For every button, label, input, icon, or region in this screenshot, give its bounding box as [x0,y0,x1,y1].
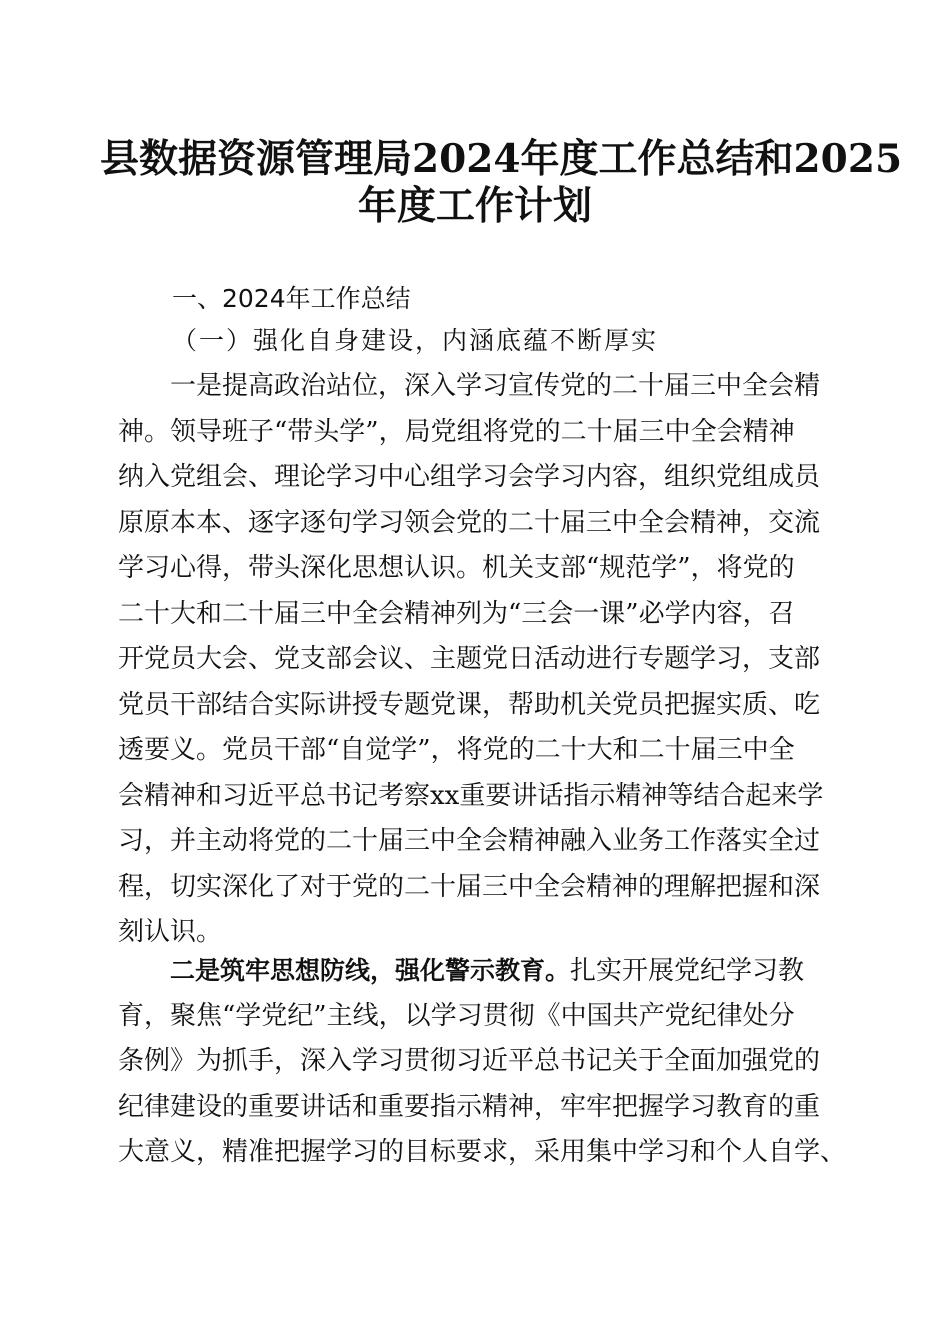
paragraph-line: 会精神和习近平总书记考察xx重要讲话指示精神等结合起来学 [118,780,824,811]
title-line-2: 年度工作计划 [357,183,592,229]
section-heading: 一、2024年工作总结 [172,284,411,313]
paragraph-line: 纳入党组会、理论学习中心组学习会学习内容，组织党组成员 [118,462,821,492]
paragraph-line: 党员干部结合实际讲授专题党课，帮助机关党员把握实质、吃 [118,689,821,720]
paragraph-1-line-1 [118,364,838,410]
paragraph-line: 学习心得，带头深化思想认识。机关支部“规范学”，将党的 [118,553,795,583]
paragraph-1 [118,364,838,956]
paragraph-2-lead: 二是筑牢思想防线，强化警示教育。 [170,956,571,985]
paragraph-line: 纪律建设的重要讲话和重要指示精神，牢牢把握学习教育的重 [118,1091,821,1122]
paragraph-line: 条例》为抓手，深入学习贯彻习近平总书记关于全面加强党的 [118,1046,821,1076]
paragraph-line: 程，切实深化了对于党的二十届三中全会精神的理解把握和深 [118,871,821,902]
paragraph-line: 二十大和二十届三中全会精神列为“三会一课”必学内容，召 [118,598,795,629]
document-title [100,136,903,230]
paragraph-2-first-rest: 扎实开展党纪学习教 [570,956,805,986]
paragraph-1-lead: 一是提高政治站位，深入学习宣传党的二十届三中全会精 [170,371,821,401]
title-line-1: 县数据资源管理局2024年度工作总结和2025 [100,136,903,182]
paragraph-line: 大意义，精准把握学习的目标要求，采用集中学习和个人自学、 [118,1137,847,1167]
subsection-heading: （一）强化自身建设，内涵底蕴不断厚实 [172,326,659,355]
paragraph-line: 原原本本、逐字逐句学习领会党的二十届三中全会精神，交流 [118,507,821,538]
paragraph-line: 透要义。党员干部“自觉学”，将党的二十大和二十届三中全 [118,735,795,765]
paragraph-line: 开党员大会、党支部会议、主题党日活动进行专题学习，支部 [118,644,821,674]
paragraph-line: 刻认识。 [118,917,223,947]
paragraph-line: 神。领导班子“带头学”，局党组将党的二十届三中全会精神 [118,416,795,447]
paragraph-line: 习，并主动将党的二十届三中全会精神融入业务工作落实全过 [118,826,821,856]
paragraph-line: 育，聚焦“学党纪”主线，以学习贯彻《中国共产党纪律处分 [118,1000,795,1031]
paragraph-2-line-1 [118,948,838,994]
paragraph-2 [118,948,847,1176]
